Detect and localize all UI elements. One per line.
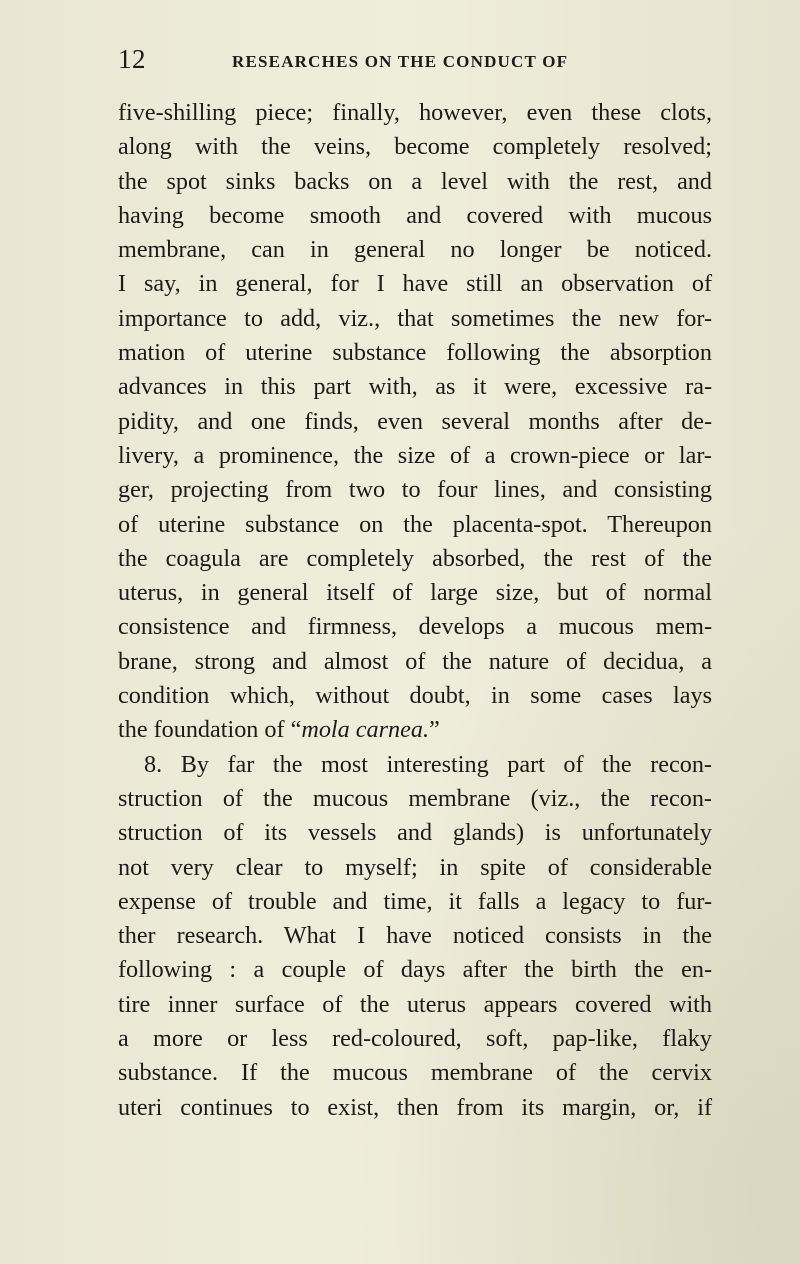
text-line: brane, strong and almost of the nature of decidua, a [118,647,712,675]
text-line: condition which, without doubt, in some cases lays [118,682,712,710]
text-line: five-shilling piece; finally, however, even these clots, [118,99,712,126]
text-line: of uterine substance on the placenta-spot. Thereupon [118,510,712,538]
text-line: ther research. What I have noticed consists in the [118,922,712,950]
page-number: 12 [118,44,146,74]
text-line: struction of its vessels and glands) is unfortunately [118,819,712,847]
text-line: livery, a prominence, the size of a crown-piece or lar- [118,441,712,469]
text-line: importance to add, viz., that sometimes the new for- [118,304,712,332]
text-line: having become smooth and covered with mucous [118,201,712,229]
page-header [118,44,718,84]
text-line: tire inner surface of the uterus appears covered with [118,990,712,1018]
running-head: RESEARCHES ON THE CONDUCT OF [232,52,569,71]
text-fragment: ” [429,716,440,744]
text-line: ger, projecting from two to four lines, and consisting [118,476,712,504]
text-line: expense of trouble and time, it falls a legacy to fur- [118,887,712,915]
text-line: struction of the mucous membrane (viz., the recon- [118,784,712,812]
text-line: substance. If the mucous membrane of the cervix [118,1059,712,1087]
text-line: pidity, and one finds, even several months after de- [118,407,712,435]
text-line: consistence and firmness, develops a mucous mem- [118,613,712,641]
paragraph-end-line [118,713,712,747]
text-line: I say, in general, for I have still an observation of [118,270,712,298]
text-line: uterus, in general itself of large size, but of normal [118,579,712,607]
text-line: the coagula are completely absorbed, the rest of the [118,544,712,572]
paragraph-start-line: 8. By far the most interesting part of the recon- [144,750,712,778]
text-line: uteri continues to exist, then from its margin, or, if [118,1093,712,1121]
text-line: following : a couple of days after the birth the en- [118,956,712,984]
text-line: along with the veins, become completely resolved; [118,133,712,161]
text-line: a more or less red-coloured, soft, pap-like, flaky [118,1025,712,1053]
text-line: mation of uterine substance following the absorption [118,339,712,367]
italic-term: mola carnea. [301,716,430,744]
text-line: advances in this part with, as it were, excessive ra- [118,373,712,401]
text-fragment: the foundation of “ [118,716,302,744]
body-text [118,96,712,1125]
text-line: not very clear to myself; in spite of considerable [118,853,712,881]
text-line: membrane, can in general no longer be noticed. [118,236,712,264]
text-line: the spot sinks backs on a level with the rest, and [118,167,712,195]
